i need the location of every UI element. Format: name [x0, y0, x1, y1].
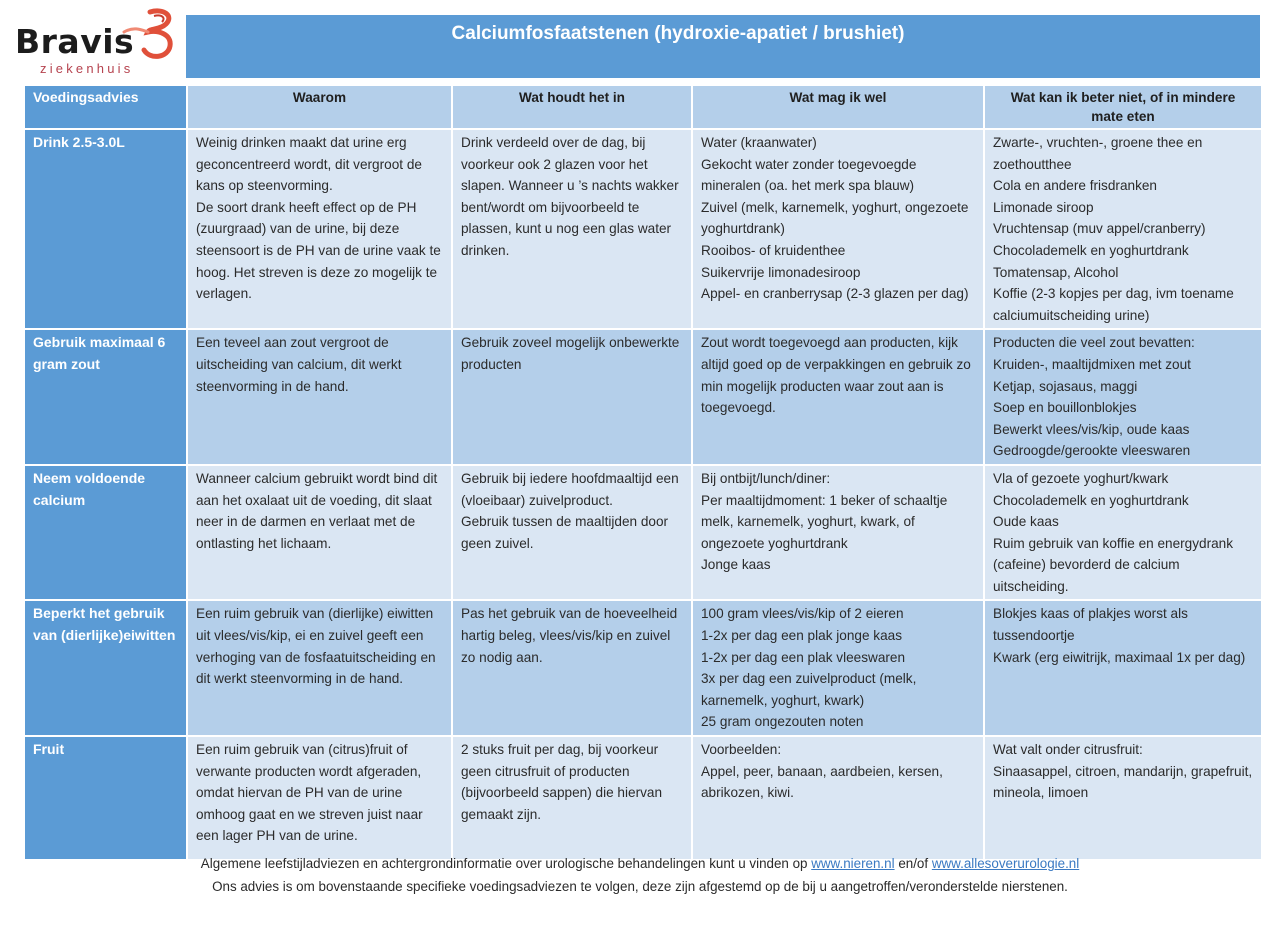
cell-waarom — [188, 330, 451, 464]
cell-line: Wanneer calcium gebruikt wordt bind dit aan het oxalaat uit de voeding, dit slaat neer in de darmen en verlaat met de ontlasting het lichaam. — [196, 470, 442, 551]
table-row — [25, 130, 1261, 328]
logo-subtitle: ziekenhuis — [40, 61, 134, 76]
cell-line: Ruim gebruik van koffie en energydrank (cafeine) bevorderd de calcium uitscheiding. — [993, 535, 1237, 594]
cell-line: Cola en andere frisdranken — [993, 178, 1157, 194]
row-header: Neem voldoende calcium — [25, 466, 186, 600]
link-allesoverurologie[interactable]: www.allesoverurologie.nl — [931, 856, 1080, 871]
cell-waarom — [188, 130, 451, 328]
cell-line: Zuivel (melk, karnemelk, yoghurt, ongezoete yoghurtdrank) — [701, 199, 973, 237]
cell-inhoud — [453, 601, 691, 735]
table-row — [25, 330, 1261, 464]
cell-niet — [985, 601, 1261, 735]
cell-line: Gebruik bij iedere hoofdmaaltijd een (vloeibaar) zuivelproduct. — [461, 470, 683, 508]
cell-inhoud — [453, 737, 691, 859]
advice-table — [23, 84, 1263, 861]
cell-line: 2 stuks fruit per dag, bij voorkeur geen citrusfruit of producten (bijvoorbeeld sappen) die hiervan gemaakt zijn. — [461, 742, 666, 822]
cell-line: Zwarte-, vruchten-, groene thee en zoethoutthee — [993, 135, 1207, 172]
cell-line: Bij ontbijt/lunch/diner: — [701, 470, 831, 486]
table-row — [25, 466, 1261, 600]
cell-line: Rooibos- of kruidenthee — [701, 242, 846, 258]
logo-wordmark: Bravis — [15, 22, 135, 61]
row-header: Fruit — [25, 737, 186, 859]
cell-line: Chocolademelk en yoghurtdrank — [993, 492, 1189, 508]
header-row — [25, 86, 1261, 128]
cell-line: Gebruik tussen de maaltijden door geen zuivel. — [461, 514, 672, 551]
cell-waarom — [188, 466, 451, 600]
cell-line: Bewerkt vlees/vis/kip, oude kaas — [993, 421, 1190, 437]
column-header-wel: Wat mag ik wel — [693, 86, 983, 128]
cell-line: Een ruim gebruik van (dierlijke) eiwitten uit vlees/vis/kip, ei en zuivel geeft een verhoging van de fosfaatuitscheiding en dit werkt steenvorming in de hand. — [196, 606, 441, 687]
bravis-logo — [12, 8, 177, 78]
cell-line: Oude kaas — [993, 514, 1059, 530]
cell-line: Water (kraanwater) — [701, 135, 817, 150]
footer-line-2: Ons advies is om bovenstaande specifieke voedingsadviezen te volgen, deze zijn afgestemd op de bij u aangetroffen/veronderstelde nierstenen. — [212, 879, 1068, 894]
cell-niet — [985, 466, 1261, 600]
cell-line: Zout wordt toegevoegd aan producten, kijk altijd goed op de verpakkingen en gebruik zo min mogelijk producten waar zout aan is toegevoegd. — [701, 335, 975, 416]
cell-line: Weinig drinken maakt dat urine erg geconcentreerd wordt, dit vergroot de kans op steenvorming. — [196, 135, 426, 194]
cell-line: Vruchtensap (muv appel/cranberry) — [993, 221, 1206, 237]
cell-wel — [693, 466, 983, 600]
cell-line: 100 gram vlees/vis/kip of 2 eieren — [701, 606, 904, 622]
cell-line: 25 gram ongezouten noten — [701, 714, 864, 730]
cell-line: Suikervrije limonadesiroop — [701, 264, 861, 280]
cell-line: Gekocht water zonder toegevoegde mineralen (oa. het merk spa blauw) — [701, 156, 921, 194]
cell-line: 1-2x per dag een plak jonge kaas — [701, 628, 903, 644]
cell-line: De soort drank heeft effect op de PH (zuurgraad) van de urine, bij deze steensoort is de PH van de urine vaak te hoog. Het streven is deze zo mogelijk te verlagen. — [196, 199, 445, 302]
cell-line: Een teveel aan zout vergroot de uitscheiding van calcium, dit werkt steenvorming in de hand. — [196, 335, 406, 394]
cell-inhoud — [453, 330, 691, 464]
cell-inhoud — [453, 130, 691, 328]
cell-line: Voorbeelden: — [701, 742, 782, 758]
cell-line: Soep en bouillonblokjes — [993, 400, 1137, 416]
cell-line: Appel- en cranberrysap (2-3 glazen per dag) — [701, 286, 969, 302]
cell-waarom — [188, 737, 451, 859]
cell-wel — [693, 601, 983, 735]
table-row — [25, 601, 1261, 735]
cell-line: Limonade siroop — [993, 199, 1094, 215]
logo-swirl-icon — [120, 8, 176, 60]
cell-line: Vla of gezoete yoghurt/kwark — [993, 470, 1169, 486]
cell-line: Kruiden-, maaltijdmixen met zout — [993, 356, 1191, 372]
cell-line: Ketjap, sojasaus, maggi — [993, 378, 1138, 394]
cell-line: Gebruik zoveel mogelijk onbewerkte producten — [461, 335, 684, 372]
row-header: Gebruik maximaal 6 gram zout — [25, 330, 186, 464]
cell-line: Koffie (2-3 kopjes per dag, ivm toename calciumuitscheiding urine) — [993, 286, 1238, 323]
cell-niet — [985, 330, 1261, 464]
cell-line: 3x per dag een zuivelproduct (melk, karnemelk, yoghurt, kwark) — [701, 671, 921, 708]
footer-line-1 — [0, 856, 1280, 871]
cell-wel — [693, 130, 983, 328]
cell-line: Producten die veel zout bevatten: — [993, 335, 1195, 351]
cell-line: Kwark (erg eiwitrijk, maximaal 1x per dag) — [993, 649, 1246, 665]
cell-line: Per maaltijdmoment: 1 beker of schaaltje melk, karnemelk, yoghurt, kwark, of ongezoete yoghurtdrank — [701, 492, 952, 551]
title-bar — [186, 15, 1260, 78]
cell-line: Drink verdeeld over de dag, bij voorkeur ook 2 glazen voor het slapen. Wanneer u ’s nachts wakker bent/wordt om bijvoorbeeld te plassen, kunt u nog een glas water drinken. — [461, 135, 683, 258]
cell-line: Appel, peer, banaan, aardbeien, kersen, abrikozen, kiwi. — [701, 763, 947, 801]
cell-line: Pas het gebruik van de hoeveelheid hartig beleg, vlees/vis/kip en zuivel zo nodig aan. — [461, 606, 681, 665]
cell-line: Sinaasappel, citroen, mandarijn, grapefruit, mineola, limoen — [993, 763, 1256, 801]
column-header-inhoud: Wat houdt het in — [453, 86, 691, 128]
cell-line: 1-2x per dag een plak vleeswaren — [701, 649, 906, 665]
cell-wel — [693, 737, 983, 859]
link-nieren[interactable]: www.nieren.nl — [811, 856, 895, 871]
table-row — [25, 737, 1261, 859]
cell-line: Jonge kaas — [701, 557, 771, 573]
footer-text-and-or: en/of — [898, 856, 929, 871]
cell-niet — [985, 737, 1261, 859]
column-header-niet: Wat kan ik beter niet, of in mindere mate eten — [985, 86, 1261, 128]
row-header: Drink 2.5-3.0L — [25, 130, 186, 328]
cell-line: Gedroogde/gerookte vleeswaren — [993, 443, 1191, 459]
column-header-waarom: Waarom — [188, 86, 451, 128]
cell-inhoud — [453, 466, 691, 600]
footer-text-1: Algemene leefstijladviezen en achtergrondinformatie over urologische behandelingen kunt u vinden op — [200, 856, 808, 871]
cell-line: Blokjes kaas of plakjes worst als tussendoortje — [993, 606, 1192, 644]
corner-header: Voedingsadvies — [25, 86, 186, 128]
cell-niet — [985, 130, 1261, 328]
cell-line: Wat valt onder citrusfruit: — [993, 742, 1143, 758]
cell-line: Een ruim gebruik van (citrus)fruit of verwante producten wordt afgeraden, omdat hiervan de PH van de urine omhoog gaat en we streven juist naar een lager PH van de urine. — [196, 742, 427, 844]
cell-line: Tomatensap, Alcohol — [993, 264, 1119, 280]
cell-wel — [693, 330, 983, 464]
cell-waarom — [188, 601, 451, 735]
row-header: Beperkt het gebruik van (dierlijke)eiwitten — [25, 601, 186, 735]
page-title: Calciumfosfaatstenen (hydroxie-apatiet / brushiet) — [451, 23, 905, 44]
cell-line: Chocolademelk en yoghurtdrank — [993, 242, 1189, 258]
